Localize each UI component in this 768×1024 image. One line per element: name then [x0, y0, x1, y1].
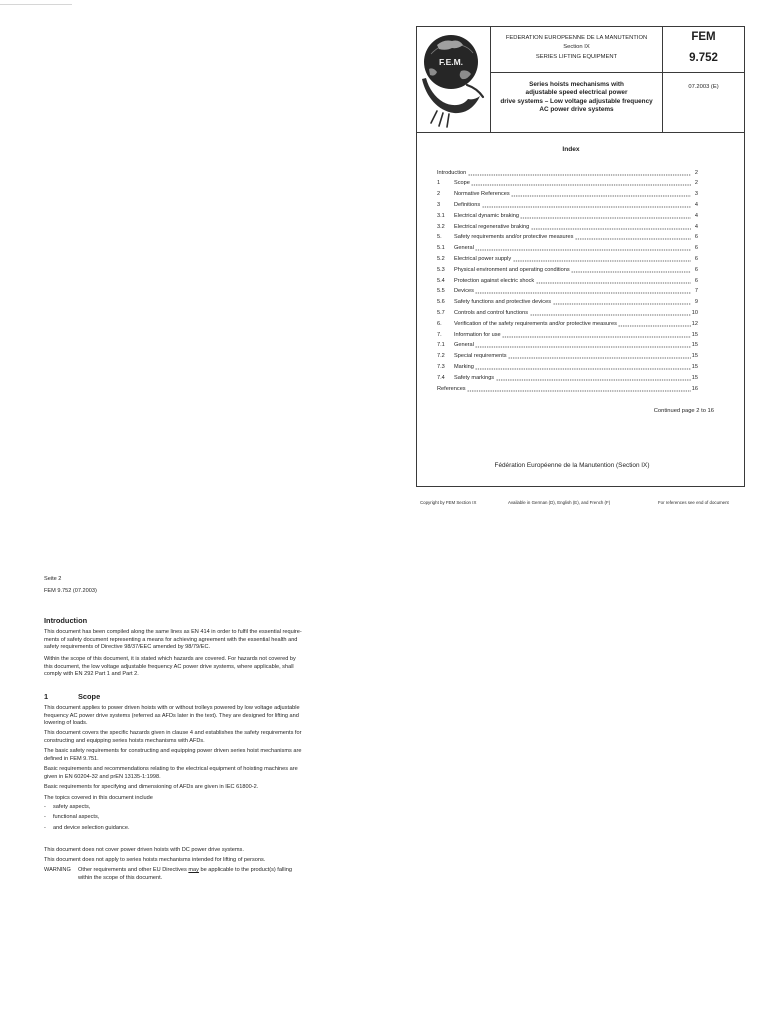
list-item: [44, 823, 130, 834]
index-entry: [437, 373, 698, 384]
index-entry-page: 15: [691, 353, 698, 360]
text-line: comply with EN 292 Part 1 and Part 2.: [44, 671, 139, 678]
scope-paragraph: [44, 748, 301, 763]
dot-leader: [513, 254, 691, 265]
dot-leader: [536, 276, 691, 287]
index-entry-number: 5.3: [437, 266, 445, 273]
text-line: Basic requirements and recommendations relating to the electrical equipment of hoisting machines are: [44, 766, 298, 773]
index-entry-title: Scope: [454, 180, 470, 187]
index-entry: [437, 243, 698, 254]
introduction-paragraph: [44, 656, 296, 678]
dot-leader: [502, 330, 691, 341]
index-entry: [437, 286, 698, 297]
dot-leader: [511, 189, 691, 200]
index-entry-page: 6: [694, 234, 698, 241]
index-entry: [437, 265, 698, 276]
index-entry-page: 15: [691, 342, 698, 349]
index-heading: Index: [562, 146, 580, 153]
dot-leader: [468, 168, 691, 179]
topics-list: [44, 802, 130, 834]
list-item: [44, 802, 130, 813]
scope-heading: [44, 692, 100, 701]
index-entry-number: 7.: [437, 331, 442, 338]
index-entry-page: 2: [694, 180, 698, 187]
publisher-name: Fédération Européenne de la Manutention (Section IX): [494, 461, 650, 469]
dot-leader: [467, 384, 691, 395]
text-line: safety requirements of Directive 98/37/EEC amended by 98/79/EC.: [44, 644, 211, 651]
dot-leader: [475, 362, 690, 373]
index-entry: [437, 211, 698, 222]
index-entry-title: General: [454, 342, 474, 349]
index-entry-number: 3.1: [437, 212, 445, 219]
index-entry: [437, 232, 698, 243]
fem-logo: [417, 27, 490, 132]
index-entry-page: 16: [691, 385, 698, 392]
index-entry: [437, 362, 698, 373]
scope-paragraph: [44, 784, 258, 791]
index-entry-page: 2: [694, 169, 698, 176]
index-entry-title: Electrical power supply: [454, 255, 512, 262]
index-entry-number: 7.4: [437, 374, 445, 381]
index-entry-number: 7.2: [437, 353, 445, 360]
index-entry-number: 7.3: [437, 363, 445, 370]
index-entry-page: 7: [694, 288, 698, 295]
dot-leader: [475, 286, 691, 297]
index-entry-number: 5.2: [437, 255, 445, 262]
index-list: [437, 168, 698, 395]
scan-artifact-rule: [0, 4, 72, 5]
list-item: [44, 812, 130, 823]
scope-paragraph: [44, 766, 298, 781]
list-marker: -: [44, 824, 46, 831]
index-entry: [437, 200, 698, 211]
index-entry-page: 10: [691, 309, 698, 316]
index-entry-number: 5.1: [437, 245, 445, 252]
index-entry-page: 15: [691, 374, 698, 381]
index-entry-title: Verification of the safety requirements and/or protective measures: [454, 320, 617, 327]
dot-leader: [530, 308, 691, 319]
index-entry-number: 2: [437, 191, 441, 198]
list-item-text: functional aspects,: [53, 814, 100, 821]
dot-leader: [553, 297, 691, 308]
index-entry-title: Electrical regenerative braking: [454, 223, 530, 230]
topics-intro: The topics covered in this document include: [44, 795, 153, 802]
index-entry: [437, 178, 698, 189]
languages-note: Available in German (D), English (E), and French (F): [508, 500, 611, 505]
warning-text: Other requirements and other EU Directives: [78, 867, 189, 874]
list-marker: -: [44, 803, 46, 810]
text-line: This document does not apply to series hoists mechanisms intended for lifting of persons.: [44, 857, 266, 863]
index-entry-title: Introduction: [437, 169, 467, 176]
header-divider-bottom: [417, 132, 744, 133]
text-line: defined in FEM 9.751.: [44, 755, 99, 762]
text-line: This document has been compiled along the same lines as EN 414 in order to fulfil the essential require-: [44, 629, 302, 636]
text-line: Basic requirements for specifying and dimensioning of AFDs are given in IEC 61800-2.: [44, 784, 259, 791]
organization-section: Section IX: [563, 44, 590, 50]
index-entry-title: Physical environment and operating conditions: [454, 266, 570, 273]
index-entry: [437, 351, 698, 362]
dot-leader: [475, 243, 691, 254]
index-entry: [437, 319, 698, 330]
index-entry-title: Electrical dynamic braking: [454, 212, 519, 219]
index-entry-title: Information for use: [454, 331, 501, 338]
scope-paragraph: [44, 705, 300, 727]
dot-leader: [471, 178, 691, 189]
index-entry-title: Protection against electric shock: [454, 277, 535, 284]
text-line: Series hoists mechanisms with: [529, 81, 624, 88]
list-item-text: safety aspects,: [53, 803, 91, 810]
dot-leader: [575, 232, 691, 243]
text-line: AC power drive systems: [539, 106, 614, 114]
standard-code: FEM: [691, 31, 716, 43]
index-entry-number: 5.: [437, 234, 442, 241]
warning-line: [44, 867, 292, 875]
index-entry-number: 5.6: [437, 299, 445, 306]
index-entry-title: Normative References: [454, 191, 510, 198]
references-note: For references see end of document: [658, 500, 729, 505]
index-entry-page: 6: [694, 266, 698, 273]
index-entry-number: 5.5: [437, 288, 445, 295]
standard-number: 9.752: [689, 52, 718, 64]
exclusions: [44, 845, 265, 865]
index-entry: [437, 308, 698, 319]
organization-name: FEDERATION EUROPEENNE DE LA MANUTENTION: [505, 35, 648, 41]
index-entry-number: 3.2: [437, 223, 445, 230]
index-entry: [437, 254, 698, 265]
continued-note: Continued page 2 to 16: [653, 408, 714, 414]
index-entry-page: 15: [691, 363, 698, 370]
index-entry-title: Safety functions and protective devices: [454, 299, 552, 306]
list-item-text: and device selection guidance.: [53, 824, 130, 831]
index-entry-number: 1: [437, 180, 441, 187]
dot-leader: [520, 211, 691, 222]
text-line: The basic safety requirements for constructing and equipping power driven series hoist mechanisms are: [44, 748, 302, 755]
text-line: this document, the low voltage adjustable frequency AC power drive systems, where applicable, shall: [44, 663, 294, 670]
index-entry-number: 5.4: [437, 277, 445, 284]
introduction-paragraph: [44, 629, 302, 651]
dot-leader: [571, 265, 691, 276]
index-entry-page: 4: [694, 201, 698, 208]
index-entry-title: Controls and control functions: [454, 309, 529, 316]
index-entry-page: 4: [694, 223, 698, 230]
text-line: drive systems – Low voltage adjustable frequency: [500, 97, 653, 105]
warning-note: [44, 867, 292, 882]
introduction-heading: Introduction: [44, 615, 88, 625]
dot-leader: [475, 340, 690, 351]
index-entry-title: Definitions: [454, 201, 481, 208]
warning-emphasis: may: [188, 867, 199, 874]
index-entry-number: 5.7: [437, 309, 445, 316]
hand-thumb: [467, 85, 483, 97]
index-entry-page: 6: [694, 245, 698, 252]
index-entry-title: Special requirements: [454, 353, 507, 360]
index-entry-title: Marking: [454, 363, 474, 370]
index-entry: [437, 340, 698, 351]
text-line: This document applies to power driven hoists with or without trolleys powered by low voltage adjustable: [44, 705, 300, 712]
scope-title: Scope: [78, 691, 101, 701]
index-entry-number: 6.: [437, 320, 442, 327]
hand-wrist: [431, 111, 449, 127]
dot-leader: [482, 200, 691, 211]
text-line: This document does not cover power driven hoists with DC power drive systems.: [44, 847, 244, 853]
page-label: Seite 2: [44, 576, 62, 582]
dot-leader: [618, 319, 690, 330]
text-line: frequency AC power drive systems (referred as AFDs later in the text). They are designed for lifting and: [44, 712, 299, 719]
text-line: lowering of loads.: [44, 720, 88, 727]
list-marker: -: [44, 814, 46, 821]
text-line: ments of safety document representing a means for achieving agreement with the essential health and: [44, 636, 298, 643]
index-entry-page: 3: [694, 191, 698, 198]
index-entry-page: 6: [694, 255, 698, 262]
dot-leader: [531, 222, 691, 233]
warning-continuation: within the scope of this document.: [78, 874, 163, 881]
text-line: constructing and equipping series hoists mechanisms with AFDs.: [44, 737, 205, 744]
index-entry-page: 6: [694, 277, 698, 284]
index-entry: [437, 168, 698, 179]
index-entry-page: 15: [691, 331, 698, 338]
cover-sheet: [416, 26, 745, 487]
scope-paragraph: [44, 730, 301, 745]
text-line: Within the scope of this document, it is stated which hazards are covered. For hazards not covered by: [44, 656, 296, 663]
index-entry-title: General: [454, 245, 474, 252]
organization-group: SERIES LIFTING EQUIPMENT: [535, 54, 618, 60]
index-entry-title: Devices: [454, 288, 474, 295]
dot-leader: [496, 373, 691, 384]
document-title: [491, 81, 662, 115]
logo-lettering: F.E.M.: [438, 57, 464, 67]
header-divider-middle: [491, 72, 744, 73]
index-entry: [437, 276, 698, 287]
text-line: adjustable speed electrical power: [525, 89, 628, 97]
index-entry-page: 4: [694, 212, 698, 219]
text-line: given in EN 60204-32 and prEN 13135-1:1998.: [44, 773, 161, 780]
index-entry: [437, 222, 698, 233]
index-entry-title: References: [437, 385, 466, 392]
text-line: This document covers the specific hazards given in clause 4 and establishes the safety requirements for: [44, 730, 302, 737]
warning-text: be applicable to the product(s) falling: [198, 867, 292, 874]
index-entry: [437, 330, 698, 341]
index-entry: [437, 384, 698, 395]
warning-label: WARNING: [44, 867, 71, 874]
index-entry-title: Safety markings: [454, 374, 495, 381]
index-entry-title: Safety requirements and/or protective measures: [454, 234, 574, 241]
index-entry-number: 7.1: [437, 342, 445, 349]
index-entry-page: 12: [691, 320, 698, 327]
document-reference: FEM 9.752 (07.2003): [44, 588, 97, 594]
index-entry: [437, 189, 698, 200]
index-entry-number: 3: [437, 201, 441, 208]
copyright-note: Copyright by FEM Section IX: [420, 500, 477, 505]
index-entry-page: 9: [694, 299, 698, 306]
edition-date: 07.2003 (E): [688, 84, 719, 90]
index-entry: [437, 297, 698, 308]
dot-leader: [508, 351, 691, 362]
scope-number: 1: [44, 691, 49, 701]
